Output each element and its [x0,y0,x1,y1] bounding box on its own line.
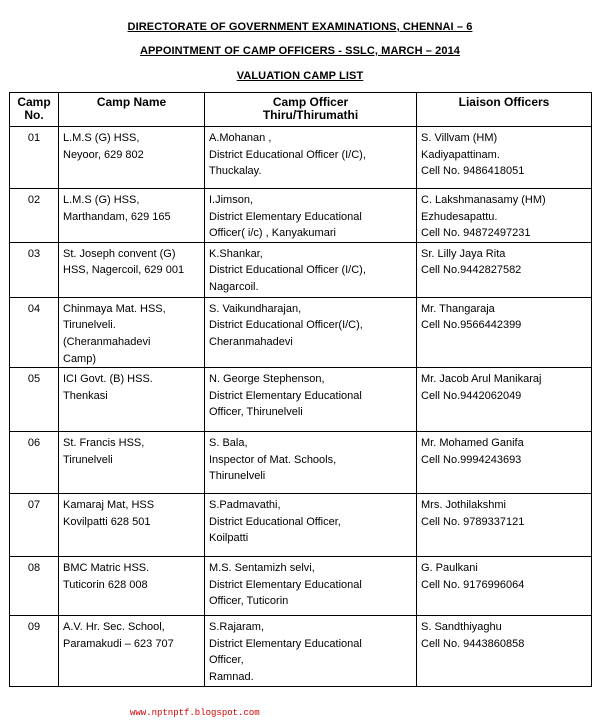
cell-line: (Cheranmahadevi [63,335,151,348]
liaison-officer-cell [417,368,592,432]
header-liaison-officers: Liaison Officers [417,93,592,127]
liaison-officer-cell [417,127,592,189]
cell-line: Paramakudi – 623 707 [63,637,174,650]
liaison-officer-cell [417,297,592,367]
cell-line: S. Vaikundharajan, [209,302,302,315]
cell-line: Sr. Lilly Jaya Rita [421,247,506,260]
cell-line: District Educational Officer(I/C), [209,319,363,332]
cell-line: Nagarcoil. [209,280,259,293]
cell-line: Koilpatti [209,532,249,545]
cell-line: I.Jimson, [209,194,254,206]
cell-line: ICI Govt. (B) HSS. [63,373,153,386]
cell-line: Cheranmahadevi [209,335,293,348]
camp-name-cell [59,494,205,557]
cell-line: Officer, [209,654,244,667]
cell-line: Mr. Thangaraja [421,302,495,315]
cell-line: District Elementary Educational [209,210,362,223]
cell-line: Ramnad. [209,670,254,683]
cell-line: District Educational Officer (I/C), [209,148,366,161]
cell-line: M.S. Sentamizh selvi, [209,562,315,575]
cell-line: Officer, Thirunelveli [209,406,303,419]
cell-line: Cell No.9994243693 [421,453,522,466]
watermark: www.nptnptf.blogspot.com [130,708,260,718]
liaison-officer-cell [417,616,592,686]
camp-officer-cell [205,297,417,367]
cell-line: A.Mohanan , [209,132,272,144]
cell-line: S. Sandthiyaghu [421,621,502,634]
cell-line: C. Lakshmanasamy (HM) [421,194,546,206]
camp-name-cell [59,616,205,686]
camp-officer-cell [205,557,417,616]
camp-number-cell: 09 [10,616,59,686]
camp-officer-cell [205,368,417,432]
camp-number-cell: 07 [10,494,59,557]
camp-number-cell: 04 [10,297,59,367]
camp-officer-cell [205,616,417,686]
camp-officer-cell [205,432,417,494]
cell-line: S. Bala, [209,437,248,450]
camp-officer-cell [205,127,417,189]
cell-line: Mr. Mohamed Ganifa [421,437,524,450]
table-row [10,297,592,367]
camp-number-cell: 06 [10,432,59,494]
cell-line: Officer( i/c) , Kanyakumari [209,227,336,240]
cell-line: Thuckalay. [209,165,262,178]
cell-line: Cell No. 9789337121 [421,515,525,528]
valuation-camp-table [9,92,592,687]
cell-line: Thenkasi [63,389,108,402]
camp-name-cell [59,368,205,432]
camp-name-cell [59,432,205,494]
cell-line: Mrs. Jothilakshmi [421,499,506,512]
camp-officer-cell [205,242,417,297]
cell-line: Camp) [63,352,97,365]
cell-line: Chinmaya Mat. HSS, [63,302,166,315]
cell-line: Cell No. 9176996064 [421,578,525,591]
cell-line: Cell No.9442827582 [421,264,522,277]
cell-line: G. Paulkani [421,562,478,575]
list-title: VALUATION CAMP LIST [236,70,364,82]
table-row [10,616,592,686]
camp-number-cell: 03 [10,242,59,297]
cell-line: Cell No. 9486418051 [421,165,525,178]
cell-line: Tuticorin 628 008 [63,578,148,591]
cell-line: Marthandam, 629 165 [63,210,171,223]
cell-line: Kadiyapattinam. [421,148,500,161]
cell-line: Kovilpatti 628 501 [63,515,151,528]
liaison-officer-cell [417,557,592,616]
camp-name-cell [59,242,205,297]
cell-line: Tirunelveli [63,453,113,466]
camp-name-cell [59,297,205,367]
cell-line: S.Rajaram, [209,621,265,634]
cell-line: Officer, Tuticorin [209,595,289,608]
cell-line: S. Villvam (HM) [421,132,498,144]
header-camp-officer: Camp Officer Thiru/Thirumathi [205,93,417,127]
cell-line: District Elementary Educational [209,578,362,591]
table-header-row [10,93,592,127]
camp-number-cell: 08 [10,557,59,616]
liaison-officer-cell [417,189,592,243]
cell-line: District Elementary Educational [209,389,362,402]
cell-line: District Educational Officer, [209,515,341,528]
cell-line: Cell No. 94872497231 [421,227,531,240]
camp-number-cell: 01 [10,127,59,189]
liaison-officer-cell [417,242,592,297]
cell-line: Cell No.9442062049 [421,389,522,402]
cell-line: District Educational Officer (I/C), [209,264,366,277]
camp-name-cell [59,127,205,189]
table-row [10,368,592,432]
cell-line: Cell No.9566442399 [421,319,522,332]
camp-officer-cell [205,494,417,557]
table-row [10,494,592,557]
cell-line: Mr. Jacob Arul Manikaraj [421,373,542,386]
cell-line: L.M.S (G) HSS, [63,132,140,144]
table-row [10,189,592,243]
cell-line: BMC Matric HSS. [63,562,150,575]
cell-line: A.V. Hr. Sec. School, [63,621,165,634]
cell-line: L.M.S (G) HSS, [63,194,140,206]
document-title: DIRECTORATE OF GOVERNMENT EXAMINATIONS, CHENNAI – 6 [127,21,473,33]
liaison-officer-cell [417,494,592,557]
camp-name-cell [59,557,205,616]
cell-line: K.Shankar, [209,247,263,260]
cell-line: HSS, Nagercoil, 629 001 [63,264,185,277]
cell-line: Tirunelveli. [63,319,116,332]
cell-line: District Elementary Educational [209,637,362,650]
camp-number-cell: 05 [10,368,59,432]
camp-number-cell: 02 [10,189,59,243]
cell-line: S.Padmavathi, [209,499,281,512]
cell-line: Neyoor, 629 802 [63,148,144,161]
cell-line: N. George Stephenson, [209,373,325,386]
cell-line: Thirunelveli [209,470,266,483]
header-camp-no: Camp No. [10,93,59,127]
document-subtitle: APPOINTMENT OF CAMP OFFICERS - SSLC, MARCH – 2014 [139,45,461,57]
cell-line: St. Joseph convent (G) [63,247,176,260]
cell-line: Ezhudesapattu. [421,210,498,223]
cell-line: Kamaraj Mat, HSS [63,499,155,512]
table-row [10,127,592,189]
table-row [10,557,592,616]
cell-line: St. Francis HSS, [63,437,145,450]
cell-line: Cell No. 9443860858 [421,637,525,650]
cell-line: Inspector of Mat. Schools, [209,453,337,466]
camp-officer-cell [205,189,417,243]
liaison-officer-cell [417,432,592,494]
table-row [10,242,592,297]
table-row [10,432,592,494]
camp-name-cell [59,189,205,243]
header-camp-name: Camp Name [59,93,205,127]
